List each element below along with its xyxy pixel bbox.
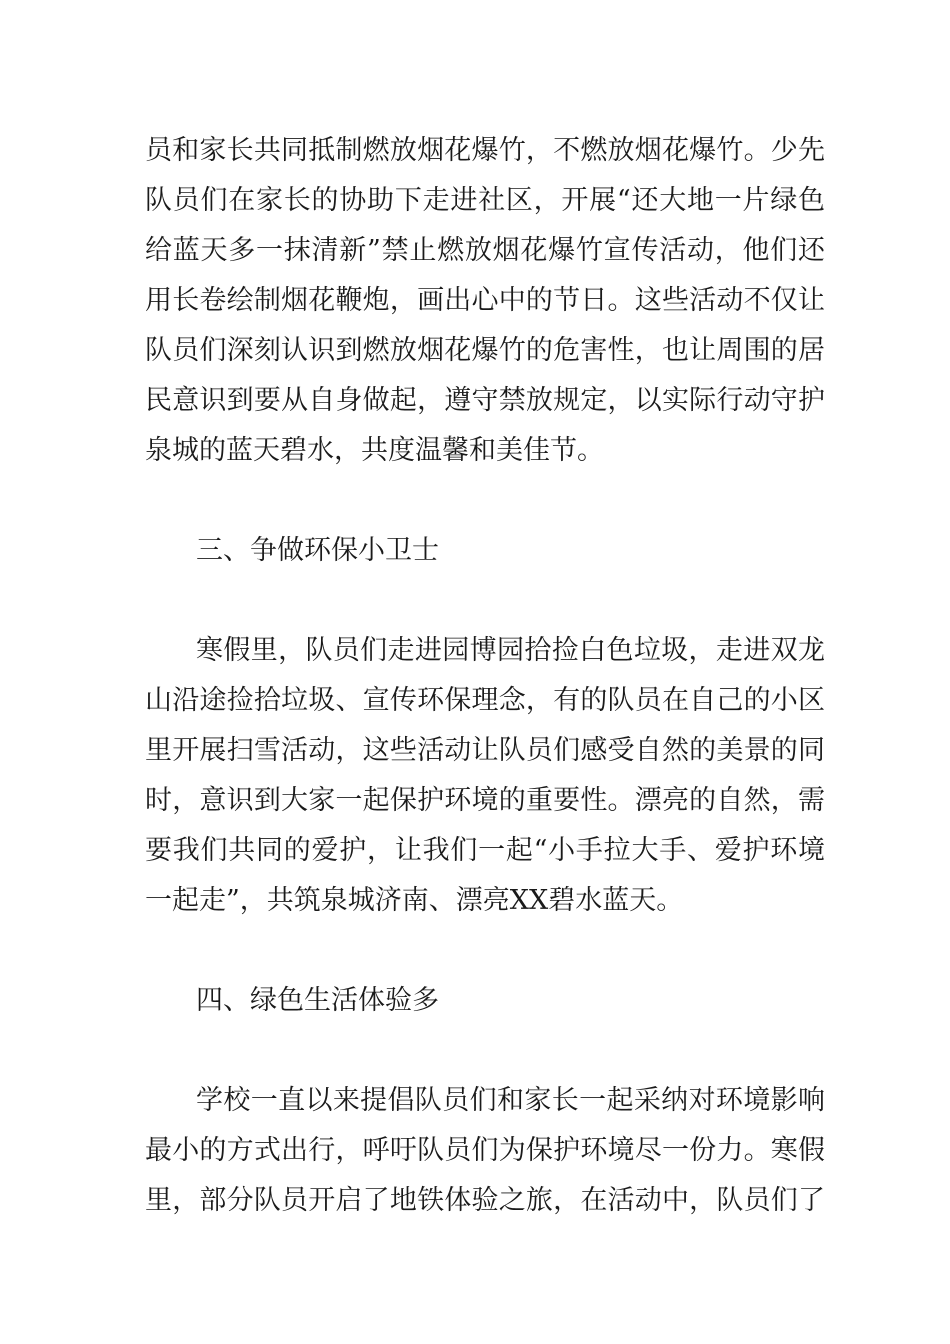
section-heading: 三、争做环保小卫士 <box>196 535 439 566</box>
section-heading: 四、绿色生活体验多 <box>196 985 439 1016</box>
paragraph-line: 学校一直以来提倡队员们和家长一起采纳对环境影响 <box>196 1085 825 1116</box>
paragraph-line: 队员们深刻认识到燃放烟花爆竹的危害性，也让周围的居 <box>145 335 825 366</box>
paragraph-line: 里，部分队员开启了地铁体验之旅，在活动中，队员们了 <box>145 1185 825 1216</box>
paragraph-line: 用长卷绘制烟花鞭炮，画出心中的节日。这些活动不仅让 <box>145 285 825 316</box>
paragraph-line: 山沿途捡拾垃圾、宣传环保理念，有的队员在自己的小区 <box>145 685 825 716</box>
paragraph-line: 要我们共同的爱护，让我们一起“小手拉大手、爱护环境 <box>145 835 825 866</box>
paragraph-line: 最小的方式出行，呼吁队员们为保护环境尽一份力。寒假 <box>145 1135 825 1166</box>
paragraph-line: 里开展扫雪活动，这些活动让队员们感受自然的美景的同 <box>145 735 825 766</box>
paragraph-line: 队员们在家长的协助下走进社区，开展“还大地一片绿色 <box>145 185 825 216</box>
paragraph-line: 员和家长共同抵制燃放烟花爆竹，不燃放烟花爆竹。少先 <box>145 135 825 166</box>
paragraph-line: 泉城的蓝天碧水，共度温馨和美佳节。 <box>145 435 604 466</box>
paragraph-line: 给蓝天多一抹清新”禁止燃放烟花爆竹宣传活动，他们还 <box>145 235 825 266</box>
paragraph-line: 一起走”，共筑泉城济南、漂亮XX碧水蓝天。 <box>145 885 684 916</box>
paragraph-line: 时，意识到大家一起保护环境的重要性。漂亮的自然，需 <box>145 785 825 816</box>
paragraph-line: 寒假里，队员们走进园博园拾捡白色垃圾，走进双龙 <box>196 635 825 666</box>
paragraph-line: 民意识到要从自身做起，遵守禁放规定，以实际行动守护 <box>145 385 825 416</box>
